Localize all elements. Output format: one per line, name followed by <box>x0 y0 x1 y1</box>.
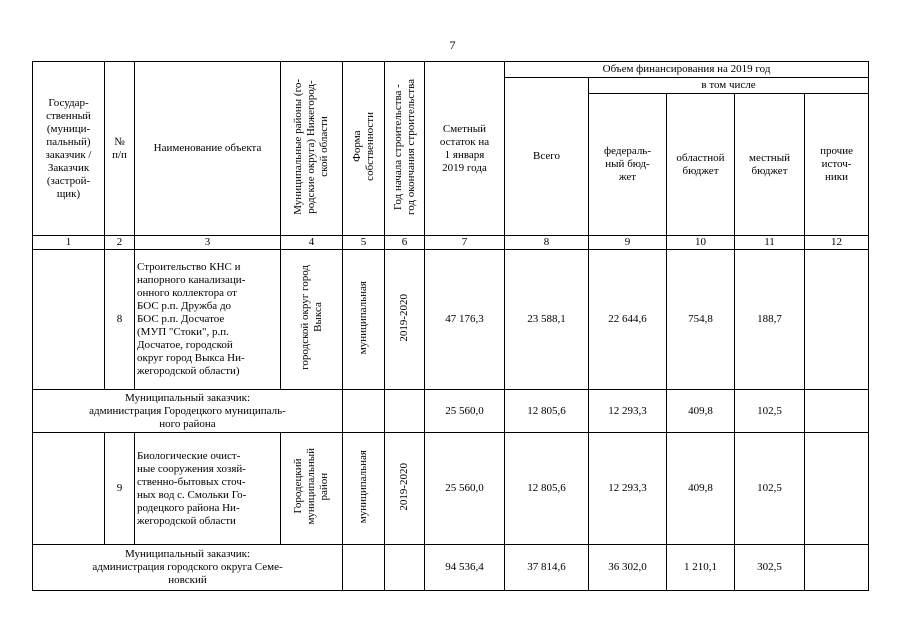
column-number: 6 <box>385 236 425 250</box>
district-cell: городской округ город Выкса <box>281 250 343 390</box>
ownership-cell: муниципальная <box>343 433 385 545</box>
regional-cell: 409,8 <box>667 390 735 433</box>
column-number: 3 <box>135 236 281 250</box>
header-including: в том числе <box>589 78 869 94</box>
years-cell: 2019-2020 <box>385 250 425 390</box>
local-cell: 102,5 <box>735 390 805 433</box>
regional-cell: 409,8 <box>667 433 735 545</box>
regional-cell: 754,8 <box>667 250 735 390</box>
header-ownership: Форма собственности <box>343 62 385 236</box>
customer-subtotal-label: Муниципальный заказчик: администрация Городецкого муниципаль- ного района <box>33 390 343 433</box>
column-number: 2 <box>105 236 135 250</box>
ownership-cell <box>343 390 385 433</box>
header-regional: областной бюджет <box>667 94 735 236</box>
other-cell <box>805 433 869 545</box>
column-number: 4 <box>281 236 343 250</box>
estimate-cell: 25 560,0 <box>425 390 505 433</box>
local-cell: 102,5 <box>735 433 805 545</box>
row-number: 8 <box>105 250 135 390</box>
header-estimate: Сметный остаток на 1 января 2019 года <box>425 62 505 236</box>
column-number: 11 <box>735 236 805 250</box>
total-cell: 37 814,6 <box>505 545 589 591</box>
local-cell: 188,7 <box>735 250 805 390</box>
total-cell: 12 805,6 <box>505 390 589 433</box>
column-number: 7 <box>425 236 505 250</box>
ownership-cell <box>343 545 385 591</box>
federal-cell: 36 302,0 <box>589 545 667 591</box>
customer-cell <box>33 250 105 390</box>
total-cell: 23 588,1 <box>505 250 589 390</box>
total-cell: 12 805,6 <box>505 433 589 545</box>
header-number: № п/п <box>105 62 135 236</box>
district-cell: Городецкий муниципальный район <box>281 433 343 545</box>
table-row <box>33 433 869 545</box>
years-cell <box>385 390 425 433</box>
header-local: местный бюджет <box>735 94 805 236</box>
customer-cell <box>33 433 105 545</box>
estimate-cell: 47 176,3 <box>425 250 505 390</box>
header-other: прочие источ- ники <box>805 94 869 236</box>
table-row <box>33 390 869 433</box>
column-number: 9 <box>589 236 667 250</box>
column-number: 8 <box>505 236 589 250</box>
column-number: 5 <box>343 236 385 250</box>
financing-table <box>32 61 869 591</box>
column-number-row <box>33 236 869 250</box>
header-funding: Объем финансирования на 2019 год <box>505 62 869 78</box>
federal-cell: 22 644,6 <box>589 250 667 390</box>
object-name: Строительство КНС и напорного канализаци- онного коллектора от БОС р.п. Дружба до БОС р.п. Досчатое (МУП "Стоки", р.п. Досчатое, городской округ город Выкса Ни- жегородской области) <box>135 250 281 390</box>
header-years: Год начала строительства - год окончания строительства <box>385 62 425 236</box>
customer-subtotal-label: Муниципальный заказчик: администрация городского округа Семе- новский <box>33 545 343 591</box>
years-cell <box>385 545 425 591</box>
regional-cell: 1 210,1 <box>667 545 735 591</box>
object-name: Биологические очист- ные сооружения хозяй- ственно-бытовых сточ- ных вод с. Смольки Го- родецкого района Ни- жегородской области <box>135 433 281 545</box>
table-row <box>33 545 869 591</box>
column-number: 10 <box>667 236 735 250</box>
header-total: Всего <box>505 78 589 236</box>
estimate-cell: 25 560,0 <box>425 433 505 545</box>
row-number: 9 <box>105 433 135 545</box>
local-cell: 302,5 <box>735 545 805 591</box>
years-cell: 2019-2020 <box>385 433 425 545</box>
other-cell <box>805 545 869 591</box>
other-cell <box>805 250 869 390</box>
column-number: 1 <box>33 236 105 250</box>
header-customer: Государ- ственный (муници- пальный) заказчик / Заказчик (застрой- щик) <box>33 62 105 236</box>
table-row <box>33 250 869 390</box>
header-federal: федераль- ный бюд- жет <box>589 94 667 236</box>
header-object-name: Наименование объекта <box>135 62 281 236</box>
estimate-cell: 94 536,4 <box>425 545 505 591</box>
header-districts: Муниципальные районы (го- родские округа) Нижегород- ской области <box>281 62 343 236</box>
ownership-cell: муниципальная <box>343 250 385 390</box>
federal-cell: 12 293,3 <box>589 433 667 545</box>
page-number: 7 <box>449 38 456 52</box>
other-cell <box>805 390 869 433</box>
federal-cell: 12 293,3 <box>589 390 667 433</box>
column-number: 12 <box>805 236 869 250</box>
